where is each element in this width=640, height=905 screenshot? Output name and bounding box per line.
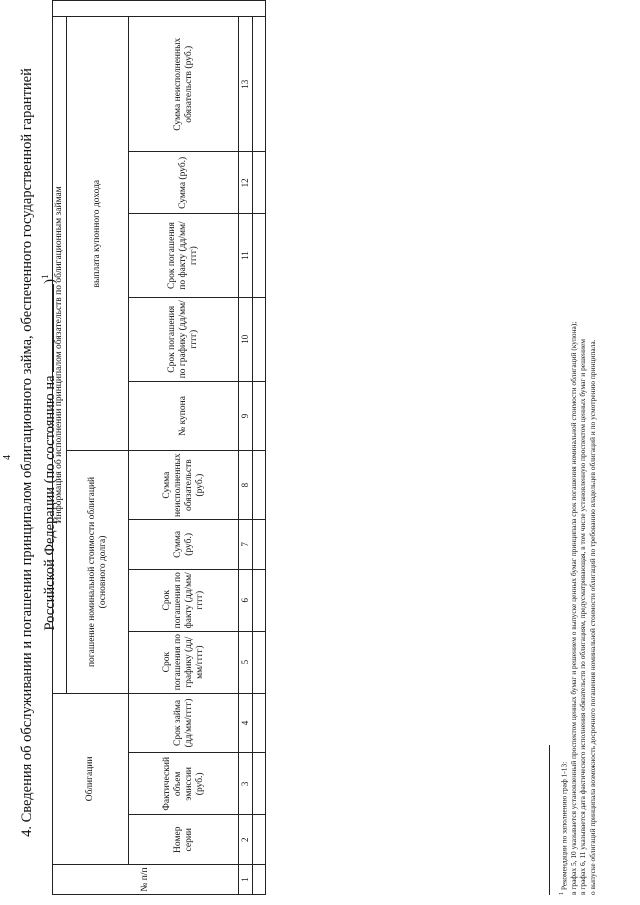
header-nominal-unfulfilled: Сумма неисполненных обязательств (руб.) (129, 451, 239, 520)
table-cell (253, 631, 266, 693)
header-row-number: № п/п (53, 865, 239, 895)
table-cell (253, 152, 266, 214)
title-line-1: 4. Сведения об обслуживании и погашении принципалом облигационного займа, обеспеченного государственной гарантией (19, 68, 35, 837)
column-number: 2 (239, 815, 253, 865)
column-number: 3 (239, 753, 253, 815)
table-cell (253, 17, 266, 152)
table-cell (253, 381, 266, 451)
header-coupon-due-schedule: Срок погашения по графику (дд/мм/гггг) (129, 297, 239, 381)
footnote-intro (558, 5, 569, 895)
column-number: 13 (239, 17, 253, 152)
footnote-line: в графах 5, 10 указывается установленный проспектом ценных бумаг и решением о выпуске ценных бумаг принципала срок погашения номинальной стоимости облигаций (купона); (568, 321, 578, 895)
column-number: 4 (239, 693, 253, 753)
table-cell (253, 519, 266, 569)
column-number: 6 (239, 569, 253, 631)
header-coupon-number: № купона (129, 381, 239, 451)
footnote-separator (549, 745, 550, 895)
header-bonds-group: Облигации (53, 693, 129, 865)
column-number: 8 (239, 451, 253, 520)
table-cell (253, 569, 266, 631)
column-number: 1 (239, 865, 253, 895)
header-nominal-amount: Сумма (руб.) (129, 519, 239, 569)
footnote-line: в графах 6, 11 указывается дата фактического исполнения обязательств по облигациям, предусматривающая, в том числе установленную проспектом ценных бумаг и решением (578, 339, 588, 895)
column-number: 9 (239, 381, 253, 451)
table-cell (253, 693, 266, 753)
table-cell (253, 753, 266, 815)
table-cell (253, 451, 266, 520)
header-info-group: Информация об исполнении принципалом обязательств по облигационным займам (53, 17, 67, 694)
header-nominal-due-schedule: Срок погашения по графику (дд/мм/гггг) (129, 631, 239, 693)
column-number: 11 (239, 214, 253, 298)
header-coupon-due-actual: Срок погашения по факту (дд/мм/гггг) (129, 214, 239, 298)
column-number: 10 (239, 297, 253, 381)
table-row (253, 1, 266, 895)
table-side-margin-cell (53, 1, 266, 17)
header-coupon-group: выплата купонного дохода (67, 17, 129, 451)
header-nominal-due-actual: Срок погашения по факту (дд/мм/гггг) (129, 569, 239, 631)
table-cell (253, 214, 266, 298)
column-number: 5 (239, 631, 253, 693)
column-number-row (239, 1, 253, 895)
table-cell (253, 815, 266, 865)
header-coupon-unfulfilled: Сумма неисполненных обязательств (руб.) (129, 17, 239, 152)
footnotes (558, 5, 597, 895)
footnote-line: о выпуске облигаций принципала возможность досрочного погашения номинальной стоимости облигаций по требованию владельцев облигаций и по усмотрению принципала. (587, 339, 597, 895)
title-line-2-prefix: Российской Федерации (по состоянию на (41, 375, 58, 631)
header-loan-term: Срок займа (дд/мм/гггг) (129, 693, 239, 753)
header-coupon-amount: Сумма (руб.) (129, 152, 239, 214)
column-number: 12 (239, 152, 253, 214)
title-footnote-mark: 1 (40, 274, 50, 279)
header-issue-volume: Фактический объем эмиссии (руб.) (129, 753, 239, 815)
bond-obligations-table (52, 0, 266, 895)
page-number: 4 (2, 455, 13, 460)
table-cell (253, 297, 266, 381)
title-line-2-suffix: ) (41, 278, 58, 284)
footnote-mark: 1 (559, 892, 565, 895)
header-series-number: Номер серии (129, 815, 239, 865)
table-cell (253, 865, 266, 895)
footnote-intro-text: Рекомендации по заполнению граф 1-13: (559, 761, 569, 891)
column-number: 7 (239, 519, 253, 569)
header-nominal-group: погашение номинальной стоимости облигаций (основного долга) (67, 451, 129, 693)
